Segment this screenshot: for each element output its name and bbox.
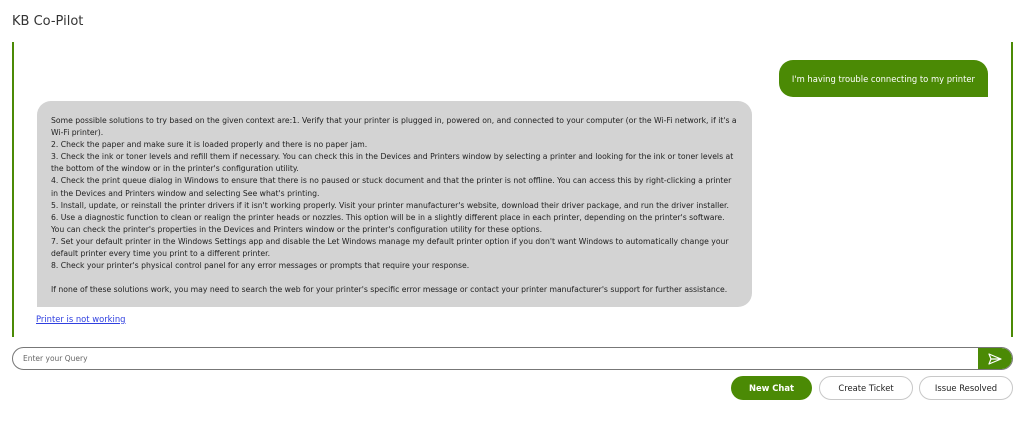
- bot-response-line: 5. Install, update, or reinstall the printer drivers if it isn't working properly. Visit your printer manufacturer's website, download their driver package, and run the driver installer.: [51, 200, 729, 210]
- user-message-bubble: [779, 60, 988, 97]
- bot-response-line: 3. Check the ink or toner levels and refill them if necessary. You can check this in the Devices and Printers window by selecting a printer and looking for the ink or toner levels at the bottom of the window or in the printer's configuration utility.: [51, 152, 734, 174]
- query-input[interactable]: [13, 348, 978, 369]
- create-ticket-button[interactable]: Create Ticket: [819, 376, 913, 400]
- bot-response-line: 4. Check the print queue dialog in Windows to ensure that there is no paused or stuck document and that the printer is not offline. You can access this by right-clicking a printer in the Devices and Printers window and selecting See what's printing.: [51, 176, 732, 198]
- query-bar: [12, 347, 1013, 370]
- chat-panel: [12, 42, 1013, 337]
- user-message-text: I'm having trouble connecting to my printer: [791, 73, 975, 84]
- new-chat-button[interactable]: New Chat: [731, 376, 812, 400]
- send-icon: [988, 353, 1002, 365]
- app-title: KB Co-Pilot: [12, 14, 84, 29]
- issue-resolved-button[interactable]: Issue Resolved: [919, 376, 1013, 400]
- bot-response-line: 6. Use a diagnostic function to clean or realign the printer heads or nozzles. This option will be in a slightly different place in each printer, depending on the printer's software. You can check the printer's properties in the Devices and Printers window or the printer's configuration utility for these options.: [51, 212, 725, 234]
- bot-response-bubble: [37, 101, 752, 307]
- bot-response-line: 8. Check your printer's physical control panel for any error messages or prompts that require your response.: [51, 261, 470, 271]
- send-button[interactable]: [978, 348, 1012, 369]
- kb-article-link[interactable]: Printer is not working: [36, 314, 126, 324]
- bot-response-line: 2. Check the paper and make sure it is loaded properly and there is no paper jam.: [51, 140, 368, 150]
- bot-response-line: 7. Set your default printer in the Windows Settings app and disable the Let Windows manage my default printer option if you don't want Windows to automatically change your default printer every time you print to a different printer.: [51, 236, 729, 259]
- bot-response-closing: If none of these solutions work, you may need to search the web for your printer's specific error message or contact your printer manufacturer's support for further assistance.: [51, 285, 728, 295]
- bot-response-line: Some possible solutions to try based on the given context are:1. Verify that your printer is plugged in, powered on, and connected to your computer (or the Wi-Fi network, if it's a Wi-Fi printer).: [51, 116, 737, 138]
